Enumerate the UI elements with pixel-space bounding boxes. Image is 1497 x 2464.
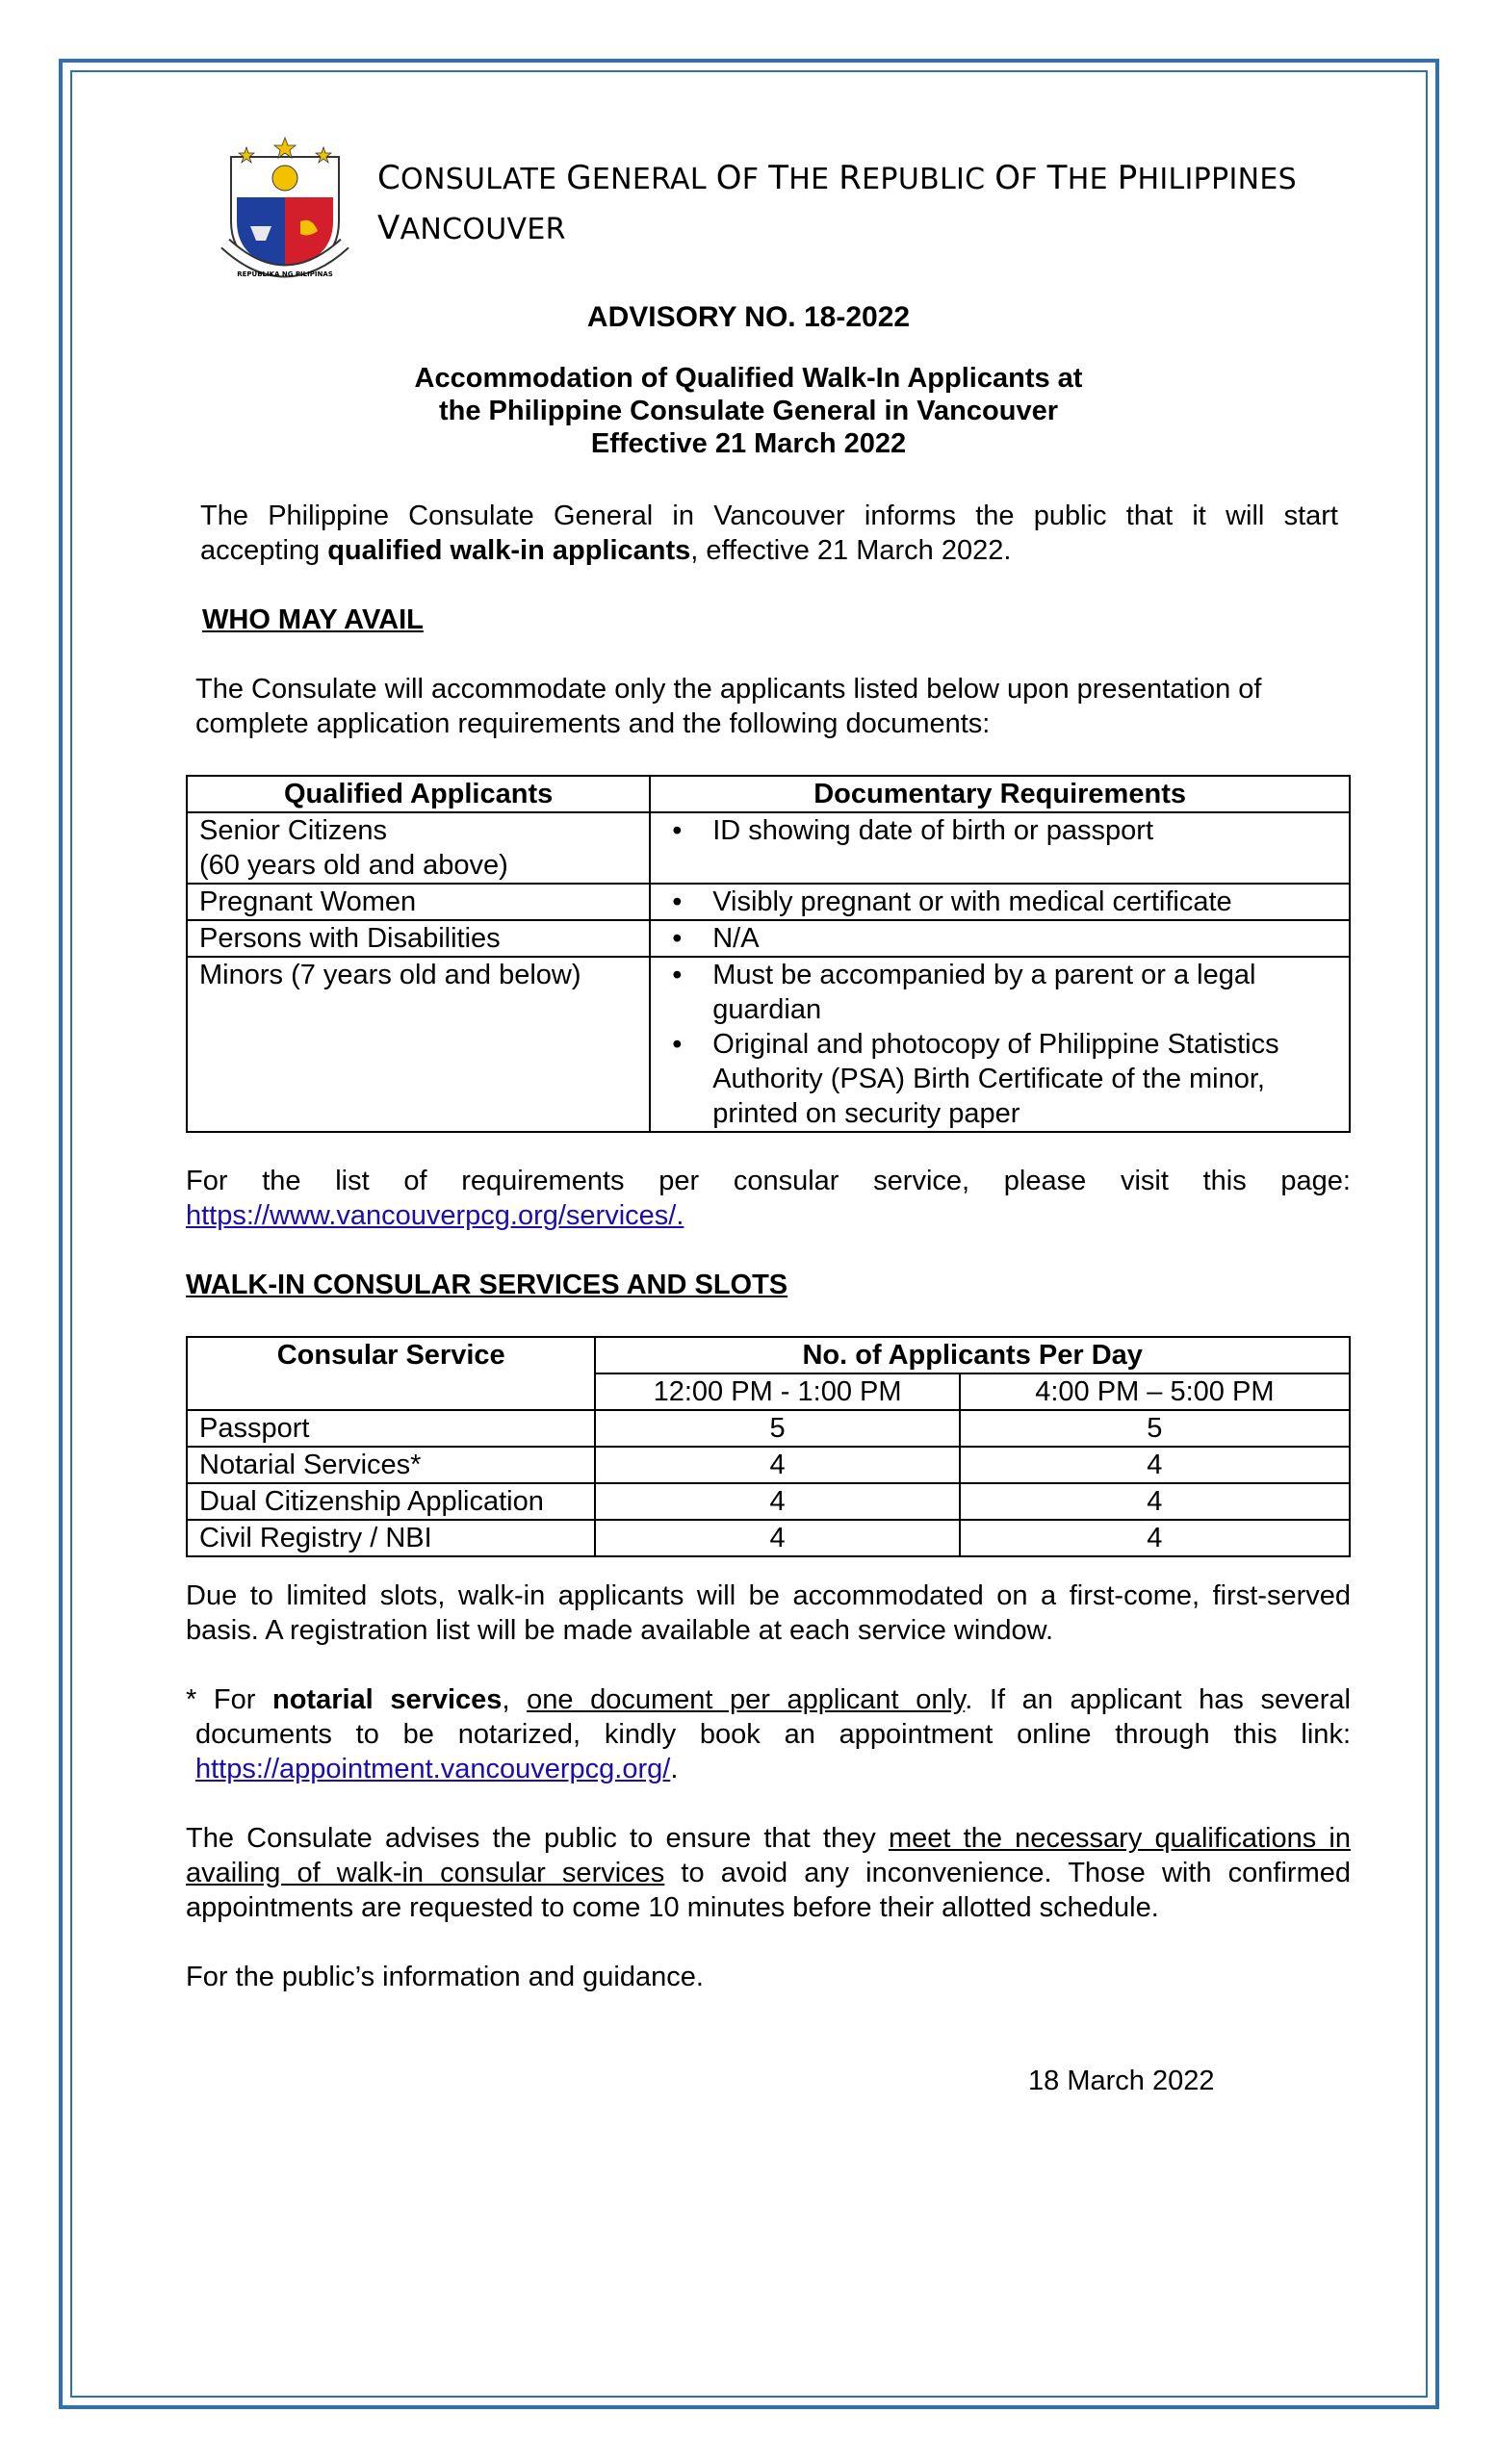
col-header-slot1: 12:00 PM - 1:00 PM [595,1373,959,1410]
table-row [187,1410,1350,1447]
service-cell: Dual Citizenship Application [187,1483,595,1520]
slot1-count: 4 [595,1447,959,1483]
requirements-note [186,1164,1351,1233]
walkin-heading: WALK-IN CONSULAR SERVICES AND SLOTS [186,1270,788,1300]
col-header-applicants: Qualified Applicants [187,776,650,812]
table-row [187,884,1350,920]
service-cell: Civil Registry / NBI [187,1520,595,1556]
consulate-header-line1: CONSULATE GENERAL OF THE REPUBLIC OF THE PHILIPPINES [377,159,1297,197]
col-header-slot2: 4:00 PM – 5:00 PM [960,1373,1350,1410]
col-header-requirements: Documentary Requirements [650,776,1350,812]
intro-line1: The Philippine Consulate General in Vancouver informs the public that it will start [200,500,1338,531]
table-row [187,1447,1350,1483]
slot1-count: 5 [595,1410,959,1447]
advisory-title [0,362,1497,460]
intro-paragraph [200,499,1338,568]
requirements-note-line1: For the list of requirements per consular service, please visit this page: [186,1166,1351,1196]
requirement-cell [650,957,1350,1132]
svg-text:REPUBLIKA NG PILIPINAS: REPUBLIKA NG PILIPINAS [237,270,333,278]
intro-line2: accepting qualified walk-in applicants, effective 21 March 2022. [200,535,1012,566]
requirement-bullet: • N/A [662,921,1337,956]
table-row [187,920,1350,957]
who-may-avail-heading: WHO MAY AVAIL [202,604,424,635]
col-header-applicants-per-day: No. of Applicants Per Day [595,1337,1350,1373]
table-row [187,812,1350,884]
qualified-walkin-emphasis: qualified walk-in applicants [327,535,691,566]
walkin-slots-table [186,1336,1351,1557]
limited-line1: Due to limited slots, walk-in applicants will be accommodated on a first-come, first-served [186,1580,1351,1611]
advice-paragraph [186,1821,1351,1925]
advice-line3: appointments are requested to come 10 minutes before their allotted schedule. [186,1892,1159,1923]
closing-line: For the public’s information and guidance. [186,1962,704,1992]
notarial-paragraph: * For notarial services, one document per applicant only. If an applicant has several documents to be notarized, kindly book an appointment online through this link: https://appointment.vancouverpcg.org/. [186,1684,1351,1784]
slot1-count: 4 [595,1520,959,1556]
table-header-row [187,1337,1350,1373]
one-document-underlined: one document per applicant only [527,1684,966,1715]
who-may-avail-paragraph [195,672,1341,741]
slot2-count: 4 [960,1483,1350,1520]
slot2-count: 4 [960,1447,1350,1483]
advisory-title-line3: Effective 21 March 2022 [590,428,907,459]
applicant-cell: Senior Citizens (60 years old and above) [187,812,650,884]
requirement-cell [650,920,1350,957]
slot1-count: 4 [595,1483,959,1520]
slot2-count: 5 [960,1410,1350,1447]
consulate-header-line2: VANCOUVER [377,209,566,247]
advisory-title-line1: Accommodation of Qualified Walk-In Applicants at [414,363,1083,394]
services-link[interactable]: https://www.vancouverpcg.org/services/. [186,1200,684,1231]
consulate-header [377,154,1297,254]
table-row [187,1483,1350,1520]
advisory-title-line2: the Philippine Consulate General in Vancouver [439,396,1058,426]
appointment-link[interactable]: https://appointment.vancouverpcg.org/ [195,1754,671,1784]
table-row [187,1520,1350,1556]
advice-line2: availing of walk-in consular services to avoid any inconvenience. Those with confirmed [186,1858,1351,1888]
requirement-bullet: • Original and photocopy of Philippine Statistics Authority (PSA) Birth Certificate of the minor, printed on security paper [662,1027,1337,1131]
who-may-avail-line2: complete application requirements and the following documents: [195,708,991,739]
table-header-row [187,776,1350,812]
service-cell: Notarial Services* [187,1447,595,1483]
notarial-line2: documents to be notarized, kindly book an appointment online through this link: [195,1719,1351,1750]
col-header-service: Consular Service [187,1337,595,1410]
philippine-seal-logo [212,130,358,286]
applicant-cell: Persons with Disabilities [187,920,650,957]
advisory-number: ADVISORY NO. 18-2022 [586,301,911,333]
requirement-cell [650,884,1350,920]
requirement-bullet: • Visibly pregnant or with medical certificate [662,885,1337,919]
limited-slots-paragraph [186,1578,1351,1648]
qualified-applicants-table [186,775,1351,1133]
advisory-date: 18 March 2022 [1028,2066,1215,2096]
requirement-bullet: • ID showing date of birth or passport [662,813,1337,848]
who-may-avail-line1: The Consulate will accommodate only the applicants listed below upon presentation of [195,674,1262,705]
requirement-cell [650,812,1350,884]
notarial-emphasis: notarial services [271,1684,503,1715]
table-row [187,957,1350,1132]
applicant-cell: Minors (7 years old and below) [187,957,650,1132]
slot2-count: 4 [960,1520,1350,1556]
advice-line1: The Consulate advises the public to ensure that they meet the necessary qualifications in [186,1823,1351,1854]
requirement-bullet: • Must be accompanied by a parent or a legal guardian [662,958,1337,1027]
service-cell: Passport [187,1410,595,1447]
notarial-line1: * For notarial services, one document per applicant only. If an applicant has several [186,1684,1351,1715]
applicant-cell: Pregnant Women [187,884,650,920]
limited-line2: basis. A registration list will be made available at each service window. [186,1615,1054,1646]
